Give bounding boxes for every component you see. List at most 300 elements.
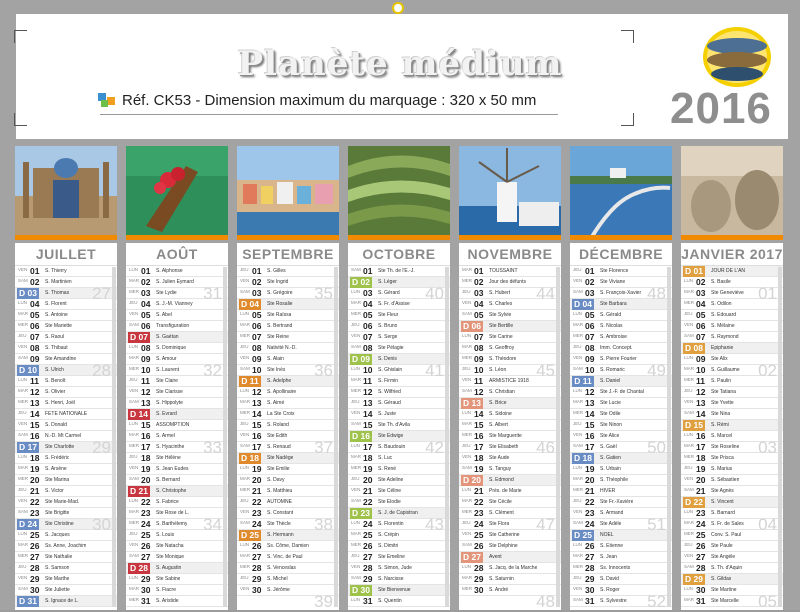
reference-underline: [100, 114, 558, 115]
saint-name: Transfiguration: [156, 323, 190, 329]
saint-name: S. Roland: [267, 422, 289, 428]
day-row: [237, 486, 339, 497]
day-number: 30: [696, 585, 706, 595]
day-row: [15, 266, 117, 277]
day-row: [459, 475, 561, 486]
saint-name: S. Évrard: [156, 411, 177, 417]
weekday-abbr: MAR: [129, 432, 139, 437]
saint-name: S. Jérôme: [267, 587, 290, 593]
saint-name: S. J.-M. Vianney: [156, 301, 193, 307]
day-row: [681, 497, 783, 508]
weekday-abbr: LUN: [18, 300, 28, 305]
weekday-abbr: JEU: [462, 289, 471, 294]
day-number: 29: [141, 574, 151, 584]
weekday-abbr: MAR: [351, 300, 361, 305]
day-number: 08: [474, 343, 484, 353]
saint-name: S. Matthieu: [267, 488, 293, 494]
week-number: 36: [314, 361, 333, 380]
week-number: 33: [203, 438, 222, 457]
day-row: [459, 310, 561, 321]
day-row: [681, 332, 783, 343]
day-number: 22: [141, 497, 151, 507]
weekday-abbr: LUN: [684, 586, 694, 591]
month-column: [681, 243, 783, 610]
day-number: 17: [252, 442, 262, 452]
day-number: 22: [30, 497, 40, 507]
day-row: [126, 596, 228, 607]
day-number: 17: [141, 442, 151, 452]
day-row: [348, 332, 450, 343]
weekday-abbr: LUN: [351, 520, 361, 525]
saint-name: S. Adelphe: [267, 378, 292, 384]
weekday-abbr: JEU: [573, 498, 582, 503]
weekday-abbr: LUN: [684, 355, 694, 360]
saint-name: S. Dimitri: [378, 543, 399, 549]
weekday-abbr: SAM: [351, 575, 361, 580]
day-row: [126, 497, 228, 508]
week-number: 47: [536, 515, 555, 534]
week-number: 52: [647, 592, 666, 611]
day-number: 05: [252, 310, 262, 320]
day-number: 26: [474, 541, 484, 551]
saint-name: S. Olivier: [45, 389, 66, 395]
saint-name: Ste Edwige: [378, 433, 404, 439]
saint-name: Ste Martine: [711, 587, 737, 593]
day-row: [15, 585, 117, 596]
day-number: 03: [585, 288, 595, 298]
day-number: 06: [363, 321, 373, 331]
saint-name: Ste Monique: [156, 554, 185, 560]
weekday-abbr: VEN: [240, 432, 250, 437]
weekday-abbr: VEN: [240, 509, 250, 514]
saint-name: Ste Aude: [489, 455, 510, 461]
day-row: [459, 266, 561, 277]
weekday-abbr: SAM: [351, 344, 361, 349]
weekday-abbr: MER: [351, 388, 361, 393]
day-row: [570, 420, 672, 431]
day-number: 30: [252, 585, 262, 595]
day-number: 19: [30, 464, 40, 474]
weekday-abbr: VEN: [573, 586, 583, 591]
day-number: 13: [30, 398, 40, 408]
month-column: [348, 243, 450, 610]
saint-name: S. Ulrich: [45, 367, 64, 373]
day-list: [237, 266, 339, 611]
reference-text: Réf. CK53 - Dimension maximum du marquage : 320 x 50 mm: [122, 92, 537, 109]
day-row: [459, 398, 561, 409]
day-number: 15: [474, 420, 484, 430]
weekday-abbr: MAR: [684, 366, 694, 371]
saint-name: S. Guillaume: [711, 367, 740, 373]
saint-name: S. Étienne: [600, 543, 624, 549]
day-number: 30: [585, 585, 595, 595]
day-number: 17: [696, 442, 706, 452]
weekday-abbr: JEU: [18, 487, 27, 492]
day-number: 22: [585, 497, 595, 507]
saint-name: S. Armand: [600, 510, 624, 516]
saint-name: S. Ambroise: [600, 334, 627, 340]
saint-name: S. Urbain: [600, 466, 621, 472]
saint-name: S. Fiacre: [156, 587, 177, 593]
saint-name: S. Arsène: [45, 466, 67, 472]
saint-name: S. Davy: [267, 477, 285, 483]
weekday-abbr: MER: [462, 586, 472, 591]
day-row: [348, 475, 450, 486]
weekday-abbr: VEN: [240, 355, 250, 360]
day-row: [348, 266, 450, 277]
weekday-abbr: VEN: [18, 267, 28, 272]
saint-name: La Ste Croix: [267, 411, 295, 417]
day-row: [348, 486, 450, 497]
weekday-abbr: VEN: [351, 333, 361, 338]
day-number: 12: [585, 387, 595, 397]
photo-boat: [126, 146, 228, 240]
week-number: 31: [203, 284, 222, 303]
day-number: 15: [141, 420, 151, 430]
weekday-abbr: MER: [462, 278, 472, 283]
day-number: 15: [30, 420, 40, 430]
week-number: 40: [425, 284, 444, 303]
day-row: [237, 563, 339, 574]
saint-name: S. Gaétan: [156, 334, 179, 340]
saint-name: Ste Agnès: [711, 488, 734, 494]
weekday-abbr: MAR: [573, 476, 583, 481]
day-row: [681, 464, 783, 475]
weekday-abbr: SAM: [129, 476, 139, 481]
saint-name: Ste Catherine: [489, 532, 520, 538]
weekday-abbr: LUN: [129, 344, 139, 349]
saint-name: S. Vinc. de Paul: [267, 554, 303, 560]
saint-name: S. Gildas: [711, 576, 732, 582]
saint-name: Épiphanie: [711, 345, 734, 351]
weekday-abbr: VEN: [129, 388, 139, 393]
day-row: [459, 574, 561, 585]
day-list: [681, 266, 783, 611]
day-number: D 23: [350, 508, 372, 519]
saint-name: S. Luc: [378, 455, 393, 461]
day-row: [681, 541, 783, 552]
day-number: D 13: [461, 398, 483, 409]
saint-name: Prés. de Marie: [489, 488, 522, 494]
weekday-abbr: SAM: [18, 509, 28, 514]
saint-name: S. Juste: [378, 411, 397, 417]
day-number: 05: [585, 310, 595, 320]
saint-name: S. Quentin: [378, 598, 402, 604]
saint-name: S. Mélaine: [711, 323, 735, 329]
saint-name: Ste Adeline: [378, 477, 404, 483]
day-row: [126, 387, 228, 398]
weekday-abbr: SAM: [129, 322, 139, 327]
day-number: 12: [363, 387, 373, 397]
day-number: 11: [363, 376, 372, 386]
saint-name: S. Tanguy: [489, 466, 512, 472]
day-number: 06: [30, 321, 40, 331]
weekday-abbr: JEU: [351, 399, 360, 404]
saint-name: S. Donald: [45, 422, 67, 428]
calendar-year: 2016: [670, 84, 772, 133]
month-name: JUILLET: [15, 243, 117, 266]
weekday-abbr: MAR: [18, 311, 28, 316]
day-row: [237, 464, 339, 475]
day-number: 16: [585, 431, 595, 441]
day-number: 13: [696, 398, 706, 408]
day-number: 14: [696, 409, 706, 419]
weekday-abbr: SAM: [573, 443, 583, 448]
saint-name: Ste Céline: [378, 488, 402, 494]
day-number: 13: [252, 398, 262, 408]
day-number: 16: [474, 431, 484, 441]
weekday-abbr: LUN: [684, 432, 694, 437]
day-number: 24: [252, 519, 262, 529]
day-row: [570, 497, 672, 508]
day-number: 24: [363, 519, 373, 529]
saint-name: Ste Reine: [267, 334, 289, 340]
month-column: [15, 243, 117, 610]
day-row: [237, 552, 339, 563]
day-number: 13: [363, 398, 373, 408]
day-row: [348, 464, 450, 475]
weekday-abbr: LUN: [462, 487, 472, 492]
saint-name: S. Vincent: [711, 499, 734, 505]
day-number: D 28: [128, 563, 150, 574]
day-number: 25: [474, 530, 484, 540]
saint-name: Ste Nadège: [267, 455, 294, 461]
saint-name: S. David: [600, 576, 619, 582]
day-number: 09: [141, 354, 151, 364]
saint-name: Ste Viviane: [600, 279, 626, 285]
day-number: 05: [30, 310, 40, 320]
saint-name: S. Simon, Jude: [378, 565, 412, 571]
day-number: 21: [30, 486, 40, 496]
weekday-abbr: LUN: [129, 498, 139, 503]
weekday-abbr: MAR: [351, 454, 361, 459]
day-number: 01: [585, 266, 595, 276]
day-number: 19: [141, 464, 151, 474]
weekday-abbr: LUN: [18, 454, 28, 459]
day-list: [15, 266, 117, 607]
day-number: 20: [252, 475, 262, 485]
day-row: [681, 552, 783, 563]
saint-name: S. Géraud: [378, 400, 401, 406]
saint-name: Ste Florence: [600, 268, 629, 274]
weekday-abbr: LUN: [129, 421, 139, 426]
weekday-abbr: LUN: [18, 377, 28, 382]
day-row: [459, 464, 561, 475]
day-number: D 21: [128, 486, 150, 497]
week-number: 27: [92, 284, 111, 303]
day-row: [459, 321, 561, 332]
day-row: [348, 409, 450, 420]
week-number: 04: [758, 515, 777, 534]
weekday-abbr: JEU: [18, 564, 27, 569]
weekday-abbr: LUN: [240, 542, 250, 547]
day-row: [126, 343, 228, 354]
crop-mark: [621, 30, 634, 43]
saint-name: S. Romaric: [600, 367, 625, 373]
weekday-abbr: JEU: [240, 575, 249, 580]
week-number: 03: [758, 438, 777, 457]
day-number: 22: [474, 497, 484, 507]
day-row: [15, 563, 117, 574]
saint-name: S. Serge: [378, 334, 398, 340]
day-number: 17: [585, 442, 595, 452]
weekday-abbr: MER: [684, 300, 694, 305]
day-row: [348, 574, 450, 585]
saint-name: TOUSSAINT: [489, 268, 518, 274]
day-number: 01: [252, 266, 262, 276]
saint-name: Ste Flora: [489, 521, 510, 527]
weekday-abbr: LUN: [684, 278, 694, 283]
day-row: [15, 552, 117, 563]
saint-name: S. Laurent: [156, 367, 180, 373]
day-number: 21: [585, 486, 595, 496]
saint-name: S. Daniel: [600, 378, 621, 384]
day-number: 09: [696, 354, 706, 364]
day-number: 07: [585, 332, 595, 342]
day-row: [15, 475, 117, 486]
saint-name: Ste Raïssa: [267, 312, 292, 318]
weekday-abbr: SAM: [240, 443, 250, 448]
saint-name: HIVER: [600, 488, 616, 494]
day-row: [681, 563, 783, 574]
saint-name: Ste Nathalie: [45, 554, 73, 560]
day-number: 27: [696, 552, 706, 562]
column-divider: [334, 267, 338, 607]
day-number: 28: [474, 563, 484, 573]
day-number: 06: [696, 321, 706, 331]
saint-name: Ste Th. de l'E.-J.: [378, 268, 415, 274]
day-number: 28: [363, 563, 373, 573]
saint-name: S. Gaël: [600, 444, 617, 450]
weekday-abbr: MER: [351, 542, 361, 547]
saint-name: S. Hyacinthe: [156, 444, 185, 450]
weekday-abbr: VEN: [462, 454, 472, 459]
saint-name: S. Denis: [378, 356, 397, 362]
weekday-abbr: MER: [462, 432, 472, 437]
day-row: [15, 343, 117, 354]
month-name: AOÛT: [126, 243, 228, 266]
saint-name: S. Édouard: [711, 312, 737, 318]
saint-name: S. Christian: [489, 389, 515, 395]
photo-caption-bar: [570, 235, 672, 240]
day-row: [570, 541, 672, 552]
column-divider: [778, 267, 782, 607]
column-divider: [667, 267, 671, 607]
saint-name: Jour des défunts: [489, 279, 526, 285]
photo-windmill: [459, 146, 561, 240]
weekday-abbr: MAR: [129, 355, 139, 360]
day-row: [15, 574, 117, 585]
day-number: D 25: [572, 530, 594, 541]
day-number: 27: [141, 552, 151, 562]
saint-name: S. Brice: [489, 400, 507, 406]
day-number: 17: [474, 442, 484, 452]
day-row: [15, 409, 117, 420]
day-number: 24: [696, 519, 706, 529]
weekday-abbr: JEU: [462, 443, 471, 448]
day-number: 27: [252, 552, 262, 562]
day-row: [15, 332, 117, 343]
day-number: 14: [30, 409, 40, 419]
crop-mark: [14, 30, 27, 43]
day-row: [459, 332, 561, 343]
day-number: 26: [30, 541, 40, 551]
day-number: D 08: [683, 343, 705, 354]
saint-name: S. Crépin: [378, 532, 399, 538]
saint-name: Ste Marie-Mad.: [45, 499, 80, 505]
weekday-abbr: MAR: [240, 553, 250, 558]
day-number: D 04: [239, 299, 261, 310]
day-row: [681, 574, 783, 585]
saint-name: S. Wilfried: [378, 389, 401, 395]
weekday-abbr: SAM: [351, 421, 361, 426]
day-row: [570, 387, 672, 398]
day-number: 22: [252, 497, 262, 507]
saint-name: S. Victor: [45, 488, 64, 494]
day-row: [15, 398, 117, 409]
day-number: 16: [252, 431, 262, 441]
weekday-abbr: MAR: [351, 531, 361, 536]
weekday-abbr: JEU: [462, 366, 471, 371]
day-row: [570, 563, 672, 574]
saint-name: Ste Sabine: [156, 576, 181, 582]
weekday-abbr: MAR: [462, 498, 472, 503]
saint-name: Ss. Côme, Damien: [267, 543, 309, 549]
photo-caption-bar: [459, 235, 561, 240]
day-row: [348, 321, 450, 332]
weekday-abbr: JEU: [462, 520, 471, 525]
photo-caption-bar: [348, 235, 450, 240]
saint-name: Ste Lydie: [156, 290, 177, 296]
saint-name: Ste Charlotte: [45, 444, 75, 450]
week-number: 41: [425, 361, 444, 380]
weekday-abbr: SAM: [573, 520, 583, 525]
day-row: [681, 398, 783, 409]
weekday-abbr: SAM: [462, 542, 472, 547]
saint-name: S. Marius: [711, 466, 733, 472]
day-number: 11: [696, 376, 705, 386]
day-number: 12: [474, 387, 484, 397]
saint-name: Ste Brigitte: [45, 510, 70, 516]
saint-name: Ste Alix: [711, 356, 728, 362]
day-number: D 22: [683, 497, 705, 508]
week-number: 50: [647, 438, 666, 457]
saint-name: Ste Tatiana: [711, 389, 736, 395]
day-number: 12: [141, 387, 151, 397]
day-number: 20: [363, 475, 373, 485]
day-number: 24: [585, 519, 595, 529]
saint-name: S. Fr. d'Assise: [378, 301, 410, 307]
day-number: 02: [585, 277, 595, 287]
day-row: [126, 420, 228, 431]
day-number: 10: [474, 365, 484, 375]
day-number: 06: [585, 321, 595, 331]
day-number: 09: [30, 354, 40, 364]
weekday-abbr: MER: [18, 399, 28, 404]
day-number: 06: [141, 321, 151, 331]
saint-name: AUTOMNE: [267, 499, 292, 505]
day-number: 10: [585, 365, 595, 375]
day-number: 05: [474, 310, 484, 320]
weekday-abbr: LUN: [573, 311, 583, 316]
saint-name: Ste Clarisse: [156, 389, 183, 395]
saint-name: S. Thibaut: [45, 345, 68, 351]
day-number: 03: [474, 288, 484, 298]
day-row: [237, 266, 339, 277]
saint-name: S. Baudouin: [378, 444, 406, 450]
weekday-abbr: MAR: [240, 322, 250, 327]
day-number: D 03: [17, 288, 39, 299]
